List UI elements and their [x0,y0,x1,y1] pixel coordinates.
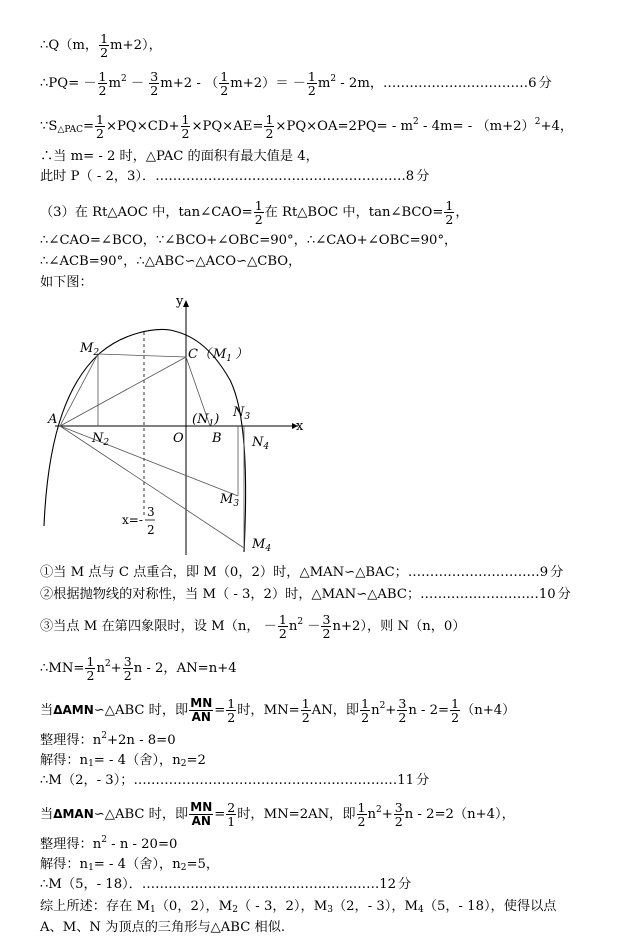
x-axis-label: x [296,419,304,434]
parabola-figure [30,290,310,560]
line-solve-2: 解得：$n_1= - 4$（舍），$n_2=5$， [40,857,220,873]
line-max-area: ∴当 m= - 2 时，△PAC 的面积有最大值是 4， [40,149,319,164]
origin-label: O [173,431,184,446]
fraction: $\frac{1}{2}$ [100,31,109,60]
line-p-point: 此时 P（ - 2，3）．…………………………………………………8 分 [40,169,430,184]
line-q-coordinates: ∴Q（m， $\frac{1}{2}$ m+2）， [40,31,162,60]
line-case-1: ①当 M 点与 C 点重合，即 M（0，2）时，△MAN∽△BAC；…………………………9 分 [40,565,564,580]
point-a-label: A [48,412,58,427]
line-figure-caption: 如下图： [40,275,93,290]
line-m2c [98,354,186,357]
line-case-3: ③当点 M 在第四象限时，设 M（n， － $\frac{1}{2}$ $n^2$ － $\frac{3}{2}$ n+2），则 N（n，0） [40,612,466,641]
point-m4-label: $M_4$ [252,537,272,554]
symmetry-eq-num: 3 [147,505,155,519]
line-angle-equal: ∴∠CAO=∠BCO，∵∠BCO+∠OBC=90°，∴∠CAO+∠OBC=90°， [40,233,458,248]
symmetry-eq-den: 2 [147,523,155,537]
line-mn-an: ∴MN= $\frac{1}{2}$ $n^2+$ $\frac{3}{2}$ n - 2，AN=n+4 [40,654,237,683]
line-conclusion-2: A、M、N 为顶点的三角形与△ABC 相似. [40,920,286,935]
point-b-label: B [212,431,222,446]
point-m2-label: $M_2$ [80,341,100,358]
point-c-label: C（ $M_1$ ） [188,347,249,364]
point-n4-label: $N_4$ [252,435,270,452]
line-ac [60,357,186,426]
score-mark: 分 [538,76,552,91]
line-similar-triangles: ∴∠ACB=90°，∴△ABC∽△ACO∽△CBO， [40,254,302,269]
line-pq-expression: ∴PQ= － $\frac{1}{2}$ $m^2$ － $\frac{3}{2}$ m+2 - （ $\frac{1}{2}$ m+2）＝ － $\frac{1}{2}$ $m^2 - 2m$，……………………………6 分 [40,69,552,98]
point-n1-label: $(N_1)$ [192,412,220,429]
line-area-expression: $\because S_{\triangle PAC}=$ $\frac{1}{2}$ ×PQ×CD+ $\frac{1}{2}$ ×PQ×AE= $\frac{1}{2}$ $\times PQ\times OA=2PQ= - m^2 - 4m= - (m+2)^2+4$， [40,112,574,141]
line-case-2: ②根据抛物线的对称性，当 M（ - 3，2）时，△MAN∽△ABC；………………………10 分 [40,587,571,602]
point-n3-label: $N_3$ [233,405,251,422]
y-axis-label: y [176,294,184,309]
line-man-case: 当ΔMAN∽△ABC 时，即 $\frac{MN}{AN}$ = $\frac{2}{1}$ 时，MN=2AN，即 $\frac{1}{2}$ $n^2+$ $\frac{3}{2}$ n - 2=2（n+4）， [40,800,515,829]
point-n2-label: $N_2$ [92,431,110,448]
line-tan-angles: （3）在 Rt△AOC 中，tan∠CAO= $\frac{1}{2}$ 在 Rt△BOC 中，tan∠BCO= $\frac{1}{2}$ ， [40,198,469,227]
line-m-result-2: ∴M（5，- 18）．………………………………………………12 分 [40,877,412,892]
line-solve-1: 解得：$n_1= - 4$（舍），$n_2=2$ [40,753,206,769]
line-simplify-1: 整理得：$n^2+2n - 8=0$ [40,731,176,748]
line-simplify-2: 整理得：$n^2 - n - 20=0$ [40,835,178,852]
line-m-result-1: ∴M（2，- 3）；……………………………………………………11 分 [40,773,430,788]
symmetry-eq-label: x=- [122,513,143,527]
point-m3-label: $M_3$ [220,492,240,509]
line-amn-case: 当ΔAMN∽△ABC 时，即 $\frac{MN}{AN}$ = $\frac{1}{2}$ 时，MN= $\frac{1}{2}$ AN，即 $\frac{1}{2}$ $n^2+$ $\frac{3}{2}$ n - 2= $\frac{1}{2}$ （n+4） [40,696,516,725]
line-conclusion: 综上所述：存在 $M_1(0$，2），$M_2( - 3$，2），$M_3(2$，- 3），$M_4(5$，- 18），使得以点 [40,899,557,915]
